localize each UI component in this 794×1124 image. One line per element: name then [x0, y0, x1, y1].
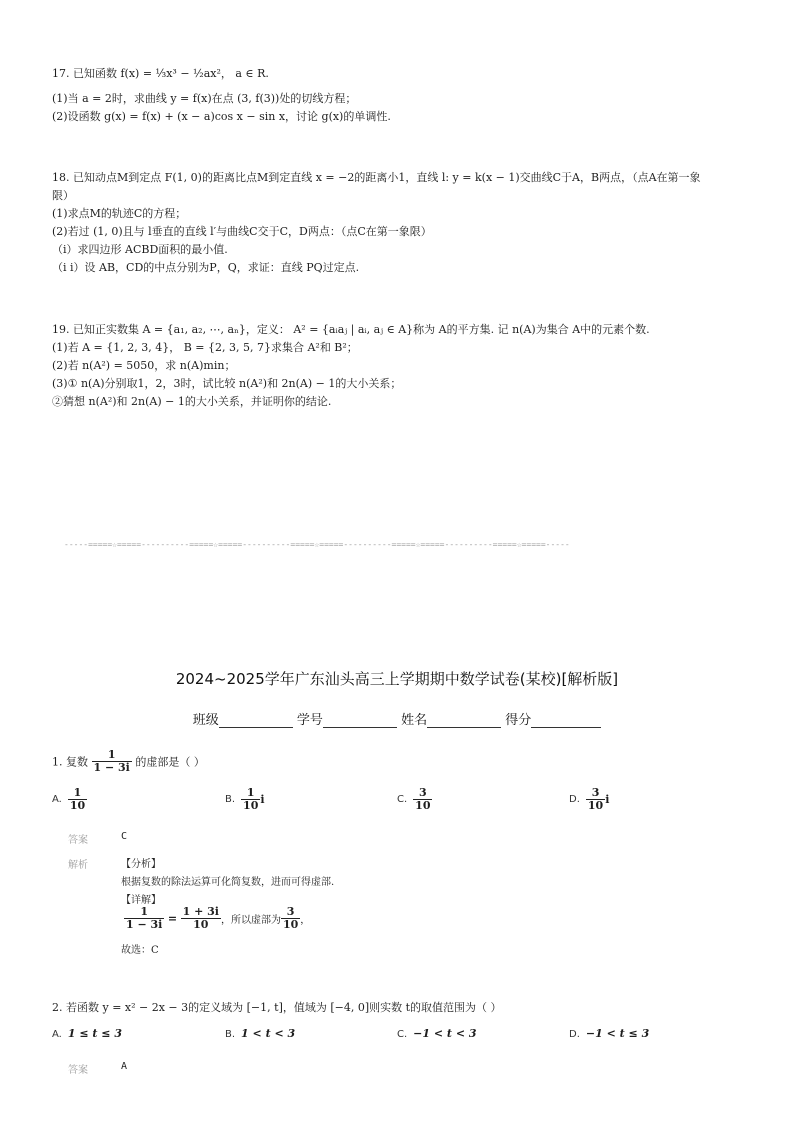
name-blank[interactable]	[427, 714, 501, 728]
detail-rhs-fraction	[181, 906, 221, 931]
q1-frac-num: 1	[107, 748, 116, 761]
q18-part2-ii: （i i）设 AB，CD的中点分别为P，Q，求证：直线 PQ过定点.	[52, 261, 360, 274]
option-tail: i	[605, 793, 610, 806]
option-label: A.	[52, 794, 62, 805]
q19-part3-2: ②猜想 n(A²)和 2n(A) − 1的大小关系，并证明你的结论.	[52, 395, 332, 408]
frac-num: 3	[419, 786, 427, 799]
q1-fenxi-text: 根据复数的除法运算可化简复数，进而可得虚部.	[121, 877, 335, 888]
q19-part2: (2)若 n(A²) = 5050，求 n(A)min；	[52, 359, 236, 372]
q17-stem: 17. 已知函数 f(x) = ⅓x³ − ½ax²， a ∈ R.	[52, 67, 269, 80]
q2-option-b	[225, 1027, 295, 1040]
q18-part2-i: （i）求四边形 ACBD面积的最小值.	[52, 243, 228, 256]
option-text: −1 < t < 3	[413, 1027, 477, 1040]
q1-choose: 故选：C	[121, 945, 159, 956]
option-label: B.	[225, 1028, 236, 1040]
q2-answer: A	[121, 1061, 128, 1072]
q2-option-d	[569, 1027, 649, 1040]
q19-part1: (1)若 A = {1, 2, 3, 4}， B = {2, 3, 5, 7}求集合 A²和 B²；	[52, 341, 358, 354]
q19-part3-1: (3)① n(A)分别取1，2，3时，试比较 n(A²)和 2n(A) − 1的大小关系；	[52, 377, 402, 390]
q19-stem: 19. 已知正实数集 A = {a₁, a₂, ⋯, aₙ}，定义： A² = {aᵢaⱼ | aᵢ, aⱼ ∈ A}称为 A的平方集. 记 n(A)为集合 A中的元素个数.	[52, 323, 650, 336]
q1-option-b	[225, 787, 265, 812]
option-fraction	[68, 787, 87, 812]
option-fraction	[413, 787, 432, 812]
name-label: 姓名	[401, 713, 428, 728]
detail-mid-text: ，所以虚部为	[220, 915, 281, 926]
q18-stem-cont: 限）	[52, 189, 74, 202]
option-label: C.	[397, 1028, 408, 1040]
frac-den: 1 − 3i	[126, 918, 163, 931]
q1-option-d	[569, 787, 609, 812]
q1-frac-den: 1 − 3i	[93, 761, 130, 774]
document-title: 2024~2025学年广东汕头高三上学期期中数学试卷(某校)[解析版]	[175, 670, 619, 688]
frac-num: 1 + 3i	[182, 905, 219, 918]
frac-num: 3	[286, 905, 295, 918]
frac-den: 10	[69, 799, 86, 812]
option-fraction	[586, 787, 605, 812]
frac-den: 10	[415, 799, 431, 812]
equals-sign: =	[167, 912, 178, 925]
frac-num: 1	[246, 786, 255, 799]
option-label: B.	[225, 794, 236, 805]
q18-part1: (1)求点M的轨迹C的方程；	[52, 207, 187, 220]
option-tail: i	[260, 793, 265, 806]
q1-suffix: 的虚部是（ ）	[135, 755, 205, 769]
option-text: 1 ≤ t ≤ 3	[67, 1027, 122, 1040]
q1-fenxi-head: 【分析】	[121, 859, 161, 870]
q2-option-c	[397, 1027, 477, 1040]
q2-option-a	[52, 1027, 122, 1040]
student-info-line	[0, 709, 794, 728]
student-no-blank[interactable]	[323, 714, 397, 728]
q1-stem	[52, 749, 205, 774]
q17-part2: (2)设函数 g(x) = f(x) + (x − a)cos x − sin x，讨论 g(x)的单调性.	[52, 110, 391, 123]
option-text: 1 < t < 3	[241, 1027, 296, 1040]
frac-den: 10	[243, 799, 259, 812]
option-text: −1 < t ≤ 3	[585, 1027, 650, 1040]
frac-num: 3	[591, 786, 600, 799]
q1-answer: C	[121, 831, 128, 842]
q2-stem: 2. 若函数 y = x² − 2x − 3的定义域为 [−1, t]，值域为 [−4, 0]则实数 t的取值范围为（ ）	[52, 1001, 502, 1014]
detail-end: ，	[300, 915, 311, 926]
detail-value-fraction	[281, 906, 300, 931]
q18-stem: 18. 已知动点M到定点 F(1, 0)的距离比点M到定直线 x = −2的距离小1，直线 l: y = k(x − 1)交曲线C于A，B两点，（点A在第一象	[52, 171, 701, 184]
class-blank[interactable]	[219, 714, 293, 728]
q1-fraction	[92, 749, 132, 774]
q1-xiangjie-head: 【详解】	[121, 895, 161, 906]
frac-den: 10	[282, 918, 299, 931]
frac-num: 1	[73, 786, 82, 799]
q18-part2: (2)若过 (1, 0)且与 l垂直的直线 l′与曲线C交于C，D两点：（点C在第一象限）	[52, 225, 432, 238]
q1-analysis-label: 解析	[68, 860, 88, 871]
q1-answer-label: 答案	[68, 835, 88, 846]
q1-prefix: 1. 复数	[52, 755, 88, 769]
option-label: D.	[569, 794, 580, 805]
class-label: 班级	[192, 713, 219, 728]
student-no-label: 学号	[296, 713, 323, 728]
frac-num: 1	[140, 905, 149, 918]
score-blank[interactable]	[531, 714, 601, 728]
q1-option-a	[52, 787, 87, 812]
q1-detail-equation	[124, 906, 310, 931]
q2-answer-label: 答案	[68, 1065, 88, 1076]
frac-den: 10	[587, 799, 604, 812]
option-label: D.	[569, 1028, 580, 1040]
option-fraction	[241, 787, 260, 812]
detail-lhs-fraction	[124, 906, 164, 931]
q17-part1: (1)当 a = 2时，求曲线 y = f(x)在点 (3, f(3))处的切线方程；	[52, 92, 357, 105]
page-divider: -----=====☆=====----------=====☆=====----------=====☆=====----------=====☆=====----------=====☆=====-----	[64, 540, 570, 549]
frac-den: 10	[181, 918, 221, 931]
q1-option-c	[397, 787, 432, 812]
score-label: 得分	[505, 713, 532, 728]
option-label: A.	[52, 1028, 62, 1040]
option-label: C.	[397, 794, 408, 805]
